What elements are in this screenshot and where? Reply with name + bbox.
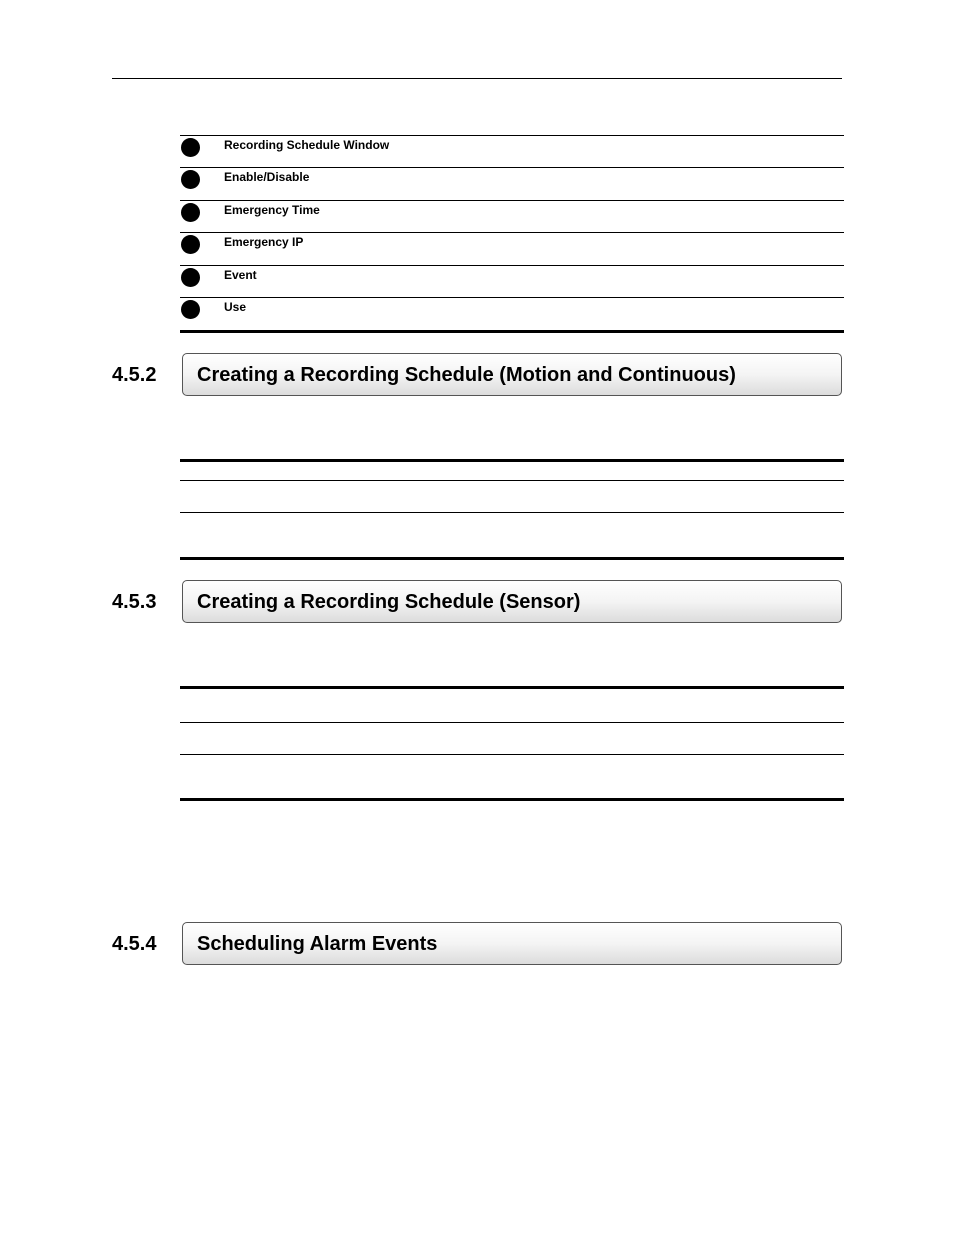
- section-number: 4.5.3: [112, 591, 157, 613]
- legend-row: [180, 200, 844, 232]
- legend-label: Emergency IP: [224, 235, 304, 249]
- legend-row: [180, 167, 844, 200]
- callout-legend-table: [180, 135, 844, 333]
- callout-bullet-icon: [181, 268, 200, 287]
- callout-bullet-icon: [181, 170, 200, 189]
- section-heading-4-5-4: [112, 922, 842, 965]
- legend-row: [180, 135, 844, 167]
- table-row-rule: [180, 480, 844, 481]
- callout-bullet-icon: [181, 235, 200, 254]
- legend-row: [180, 232, 844, 265]
- legend-bottom-rule: [180, 330, 844, 333]
- section-title-box: [182, 580, 842, 623]
- legend-row: [180, 297, 844, 330]
- callout-bullet-icon: [181, 203, 200, 222]
- table-row-rule: [180, 754, 844, 755]
- legend-label: Enable/Disable: [224, 170, 310, 184]
- table-bottom-rule: [180, 798, 844, 801]
- callout-bullet-icon: [181, 300, 200, 319]
- section-title: Creating a Recording Schedule (Motion and Continuous): [197, 364, 736, 386]
- legend-label: Emergency Time: [224, 203, 320, 217]
- table-row-rule: [180, 512, 844, 513]
- section-number: 4.5.4: [112, 933, 157, 955]
- table-row-rule: [180, 722, 844, 723]
- section-number: 4.5.2: [112, 364, 157, 386]
- section-title-box: [182, 353, 842, 396]
- section-title-box: [182, 922, 842, 965]
- header-rule: [112, 78, 842, 79]
- table-top-rule: [180, 459, 844, 462]
- legend-label: Event: [224, 268, 257, 282]
- section-title: Creating a Recording Schedule (Sensor): [197, 591, 581, 613]
- section-title: Scheduling Alarm Events: [197, 933, 438, 955]
- legend-label: Recording Schedule Window: [224, 138, 390, 152]
- legend-row: [180, 265, 844, 297]
- table-bottom-rule: [180, 557, 844, 560]
- table-top-rule: [180, 686, 844, 689]
- legend-label: Use: [224, 300, 247, 314]
- section-heading-4-5-3: [112, 580, 842, 623]
- callout-bullet-icon: [181, 138, 200, 157]
- section-heading-4-5-2: [112, 353, 842, 396]
